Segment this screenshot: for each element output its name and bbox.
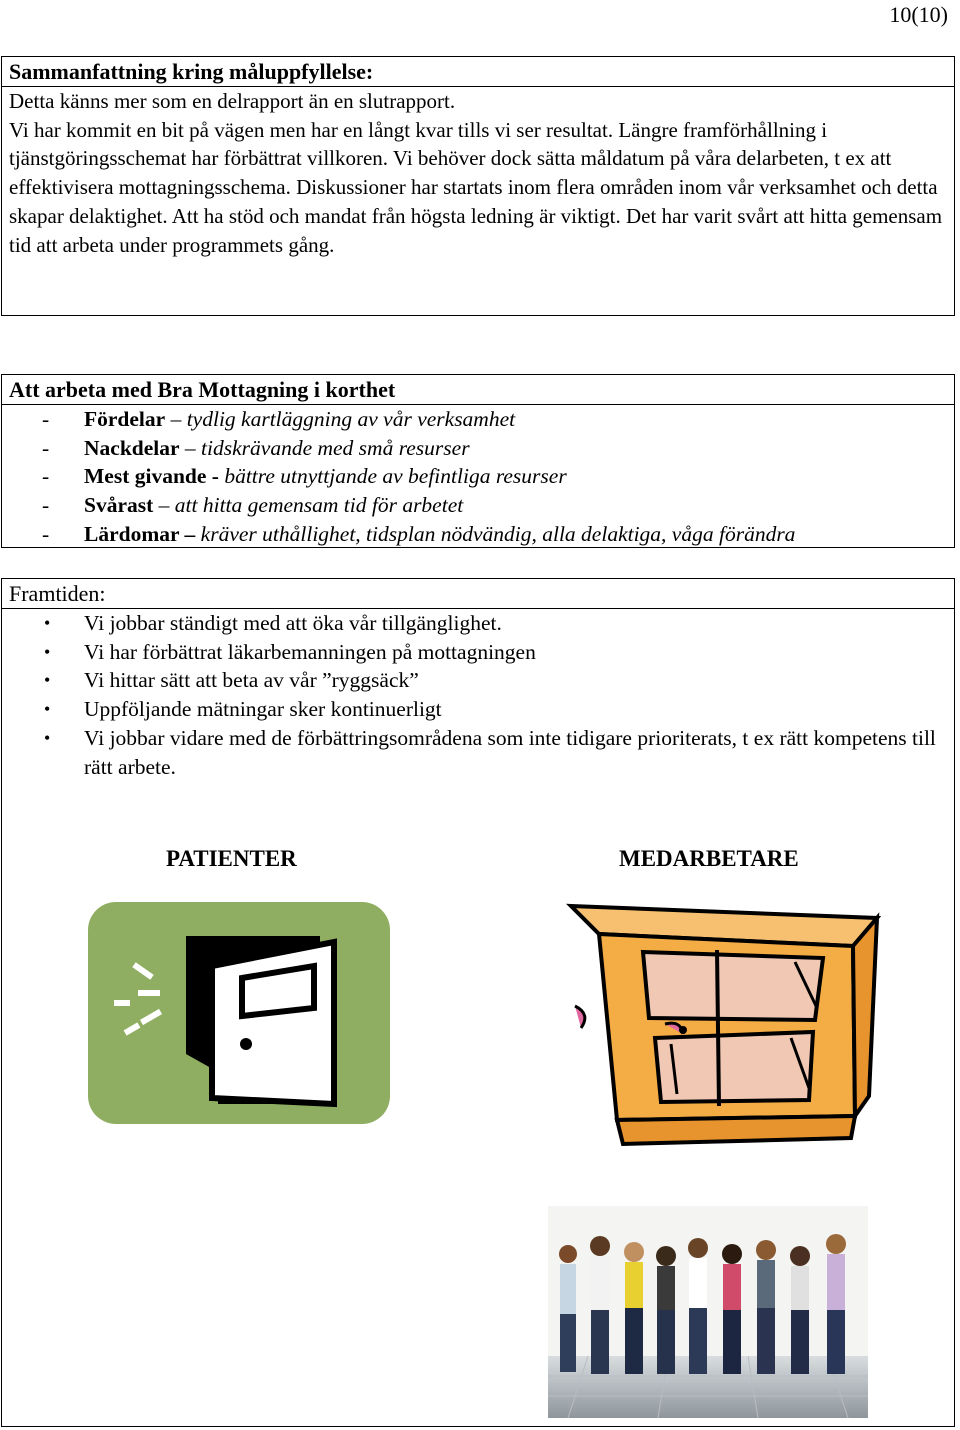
page-number: 10(10) xyxy=(889,2,948,27)
dash-mark: - xyxy=(42,407,50,431)
future-item-text: Vi jobbar ständigt med att öka vår tillgänglighet. xyxy=(84,611,502,635)
future-item-text: Uppföljande mätningar sker kontinuerligt xyxy=(84,697,442,722)
bullet-mark: • xyxy=(44,699,51,720)
bullet-mark: • xyxy=(44,613,51,633)
dash-mark: - xyxy=(42,464,50,489)
brief-sep: – xyxy=(153,493,175,518)
future-item-text: Vi hittar sätt att beta av vår ”ryggsäck” xyxy=(84,668,419,693)
summary-text xyxy=(2,87,954,279)
brief-term: Nackdelar xyxy=(84,435,180,460)
summary-title: Sammanfattning kring måluppfyllelse: xyxy=(2,57,954,87)
future-item xyxy=(2,724,954,781)
future-item xyxy=(2,609,954,638)
brief-title: Att arbeta med Bra Mottagning i korthet xyxy=(2,375,954,405)
brief-item xyxy=(2,520,954,549)
open-door-icon xyxy=(88,902,390,1124)
bullet-mark: • xyxy=(44,727,51,748)
brief-box xyxy=(1,374,955,548)
brief-item xyxy=(2,405,954,434)
brief-item xyxy=(2,434,954,463)
dancing-people-photo xyxy=(548,1206,868,1418)
brief-item xyxy=(2,491,954,520)
brief-term: Lärdomar – xyxy=(84,521,196,546)
dash-mark: - xyxy=(42,435,50,460)
brief-desc: tydlig kartläggning av vår verksamhet xyxy=(186,407,516,431)
summary-line-1: Detta känns mer som en delrapport än en slutrapport. xyxy=(9,89,456,113)
bullet-mark: • xyxy=(44,641,51,662)
brief-sep: – xyxy=(179,435,202,460)
brief-desc: kräver uthållighet, tidsplan nödvändig, alla delaktiga, våga förändra xyxy=(200,521,796,546)
dash-mark: - xyxy=(42,521,50,546)
brief-list xyxy=(2,405,954,549)
brief-term: Fördelar xyxy=(84,407,166,431)
caption-patients: PATIENTER xyxy=(166,846,297,871)
cabinet-icon xyxy=(565,888,885,1158)
brief-desc: att hitta gemensam tid för arbetet xyxy=(174,493,464,518)
brief-term: Svårast xyxy=(84,493,154,518)
dash-mark: - xyxy=(42,493,50,518)
bullet-mark: • xyxy=(44,670,51,691)
future-item xyxy=(2,695,954,724)
brief-sep: – xyxy=(165,407,187,431)
brief-item xyxy=(2,462,954,491)
brief-desc: tidskrävande med små resurser xyxy=(201,435,470,460)
summary-box xyxy=(1,56,955,316)
future-item-text: Vi har förbättrat läkarbemanningen på mottagningen xyxy=(84,639,536,664)
summary-line-2: Vi har kommit en bit på vägen men har en långt kvar tills vi ser resultat. Längre framförhållning i tjänstgöringsschemat har förbättrat villkoren. Vi behöver dock sätta måldatum på våra delarbeten, t ex att effektivisera mottagningsschema. Diskussioner har startats inom flera områden inom vår verksamhet och detta skapar delaktighet. Att ha stöd och mandat från högsta ledning är viktigt. Det har varit svårt att hitta gemensam tid att arbeta under programmets gång. xyxy=(9,117,943,257)
future-item xyxy=(2,638,954,667)
future-item xyxy=(2,666,954,695)
caption-staff: MEDARBETARE xyxy=(619,846,799,871)
future-title: Framtiden: xyxy=(2,579,954,609)
brief-term: Mest givande - xyxy=(84,464,219,489)
future-list xyxy=(2,609,954,781)
future-item-text: Vi jobbar vidare med de förbättringsområdena som inte tidigare prioriterats, t ex rätt kompetens till rätt arbete. xyxy=(84,725,936,779)
brief-desc: bättre utnyttjande av befintliga resurser xyxy=(224,464,567,489)
